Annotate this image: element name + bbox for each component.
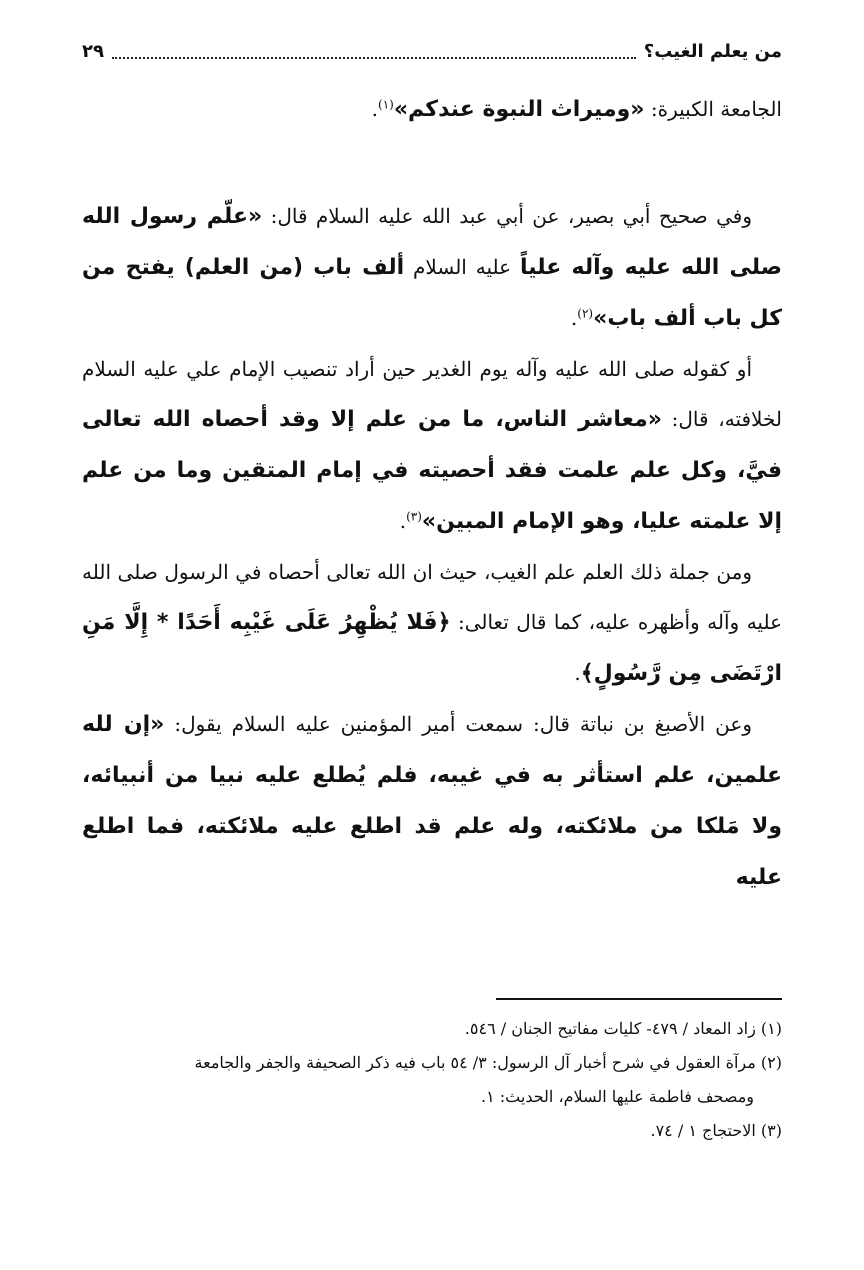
paragraph-4 [82,547,782,699]
footnote-1: (١) زاد المعاد / ٤٧٩- كليات مفاتيح الجنان / ٥٤٦. [464,1019,782,1038]
p1-quote: «وميراث النبوة عندكم» [393,97,645,122]
p2-end: . [570,306,578,330]
footnote-ref-2[interactable]: (٢) [577,306,594,321]
p2-text: وفي صحيح أبي بصير، عن أبي عبد الله عليه السلام قال: [262,204,752,228]
p1-text: الجامعة الكبيرة: [644,97,782,121]
p5-quote: «إن لله علمين، علم استأثر به في غيبه، فلم يُطلع عليه نبيا من أنبيائه، ولا مَلكا من ملائكته، وله علم قد اطلع عليه ملائكته، فما اطلع عليه [82,712,782,890]
paragraph-3 [82,344,782,547]
dotted-leader [112,43,636,59]
footnote-separator [496,998,782,1000]
book-page [82,0,782,1270]
p3-quote: «معاشر الناس، ما من علم إلا وقد أحصاه الله تعالى فيَّ، وكل علم علمت فقد أحصيته في إمام المتقين وما من علم إلا علمته عليا، وهو الإمام المبين» [82,407,782,534]
footnote-2: (٢) مرآة العقول في شرح أخبار آل الرسول: ٣/ ٥٤ باب فيه ذكر الصحيفة والجفر والجامعة [194,1053,782,1072]
p4-end: . [574,661,581,685]
footnote-ref-1[interactable]: (١) [378,97,394,112]
running-header [82,36,782,66]
p4-quran-verse: ﴿فَلا يُظْهِرُ عَلَى غَيْبِه أَحَدًا * إِلَّا مَنِ ارْتَضَى مِن رَّسُولٍ﴾ [82,610,782,686]
p2-quote-a: «علّم رسول الله صلى الله عليه وآله علياً [82,204,782,280]
body-text [82,84,782,903]
paragraph-2 [82,191,782,344]
page-number: ٢٩ [82,40,104,62]
p3-text: أو كقوله صلى الله عليه وآله يوم الغدير حين أراد تنصيب الإمام علي عليه السلام لخلافته، قال: [82,357,782,431]
footnote-2-continued: ومصحف فاطمة عليها السلام، الحديث: ١. [481,1087,754,1106]
footnotes [82,1012,782,1148]
footnote-3: (٣) الاحتجاج ١ / ٧٤. [650,1121,782,1140]
footnote-ref-3[interactable]: (٣) [406,509,422,524]
p1-end: . [371,97,379,121]
p2-quote-b: ألف باب (من العلم) يفتح من كل باب ألف باب» [82,255,782,331]
paragraph-5 [82,699,782,903]
p3-end: . [399,509,407,533]
p5-text: وعن الأصبغ بن نباتة قال: سمعت أمير المؤمنين عليه السلام يقول: [164,712,753,736]
running-title: من يعلم الغيب؟ [643,40,782,62]
p2-mid: عليه السلام [404,255,521,279]
paragraph-1 [82,84,782,135]
p4-text: ومن جملة ذلك العلم علم الغيب، حيث ان الله تعالى أحصاه في الرسول صلى الله عليه وآله وأظهره عليه، كما قال تعالى: [82,560,783,634]
